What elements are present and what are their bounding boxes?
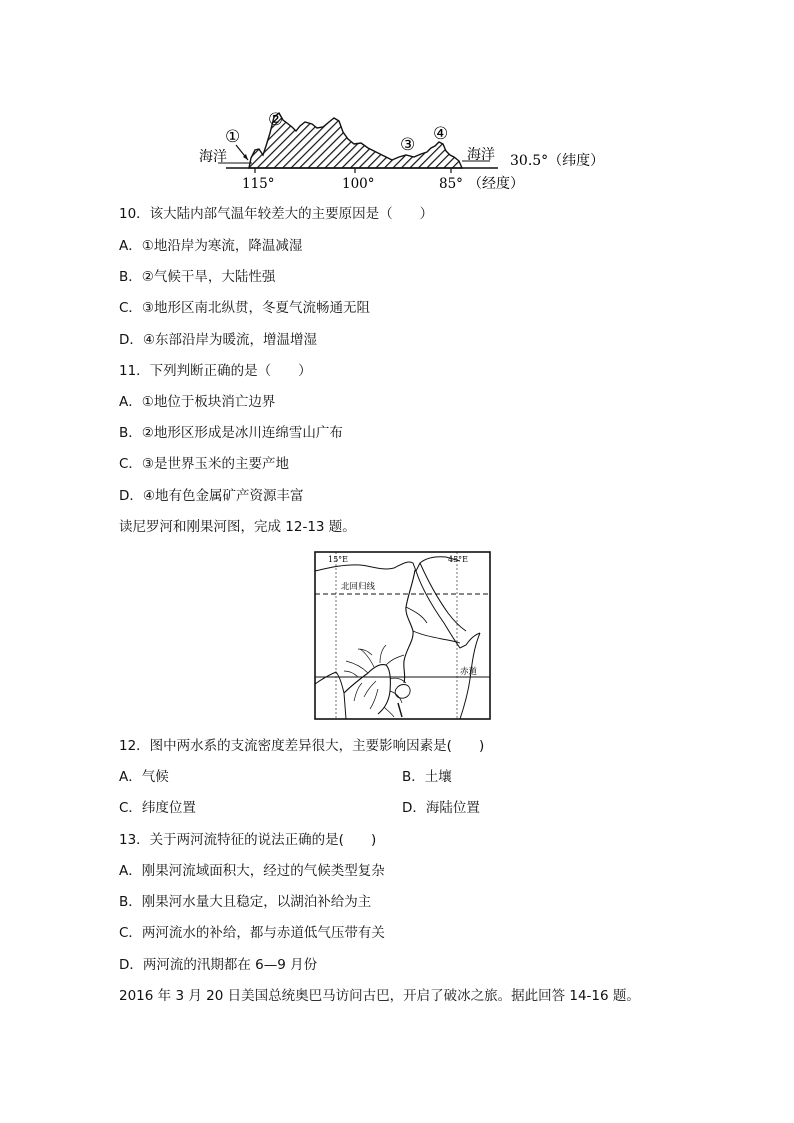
lon-45e-label: 45°E (448, 555, 469, 564)
q13-option-b: B．刚果河水量大且稳定，以湖泊补给为主 (119, 894, 372, 910)
equator-label: 赤道 (460, 667, 478, 677)
latitude-label: 30.5°（纬度） (510, 153, 605, 169)
q12-option-a: A．气候 (119, 769, 169, 785)
q10-stem: 10．该大陆内部气温年较差大的主要原因是（ ） (119, 206, 434, 222)
q12-option-b: B．土壤 (402, 769, 452, 785)
q10-option-d: D．④东部沿岸为暖流，增温增湿 (119, 332, 317, 348)
q13-option-c: C．两河流水的补给，都与赤道低气压带有关 (119, 925, 385, 941)
q13-stem: 13．关于两河流特征的说法正确的是( ) (119, 832, 377, 848)
q12-stem: 12．图中两水系的支流密度差异很大，主要影响因素是( ) (119, 738, 485, 754)
q10-option-b: B．②气候干旱，大陆性强 (119, 269, 276, 285)
lon-115-label: 115° (242, 176, 275, 192)
q11-option-a: A．①地位于板块消亡边界 (119, 394, 276, 410)
tropic-label: 北回归线 (341, 582, 376, 592)
marker-1-label: ① (225, 127, 241, 147)
intro-14-16: 2016 年 3 月 20 日美国总统奥巴马访问古巴，开启了破冰之旅。据此回答 14-16 题。 (119, 988, 640, 1004)
ocean-left-label: 海洋 (199, 149, 227, 165)
q12-option-d: D．海陆位置 (402, 800, 480, 816)
longitude-label: （经度） (468, 176, 524, 192)
ocean-right-label: 海洋 (467, 147, 495, 163)
q11-option-d: D．④地有色金属矿产资源丰富 (119, 488, 304, 504)
q11-stem: 11．下列判断正确的是（ ） (119, 363, 312, 379)
marker-2-label: ② (268, 110, 284, 130)
marker-3-label: ③ (400, 135, 416, 155)
q10-option-c: C．③地形区南北纵贯，冬夏气流畅通无阻 (119, 300, 371, 316)
nile-congo-map (314, 551, 492, 721)
q10-option-a: A．①地沿岸为寒流，降温减湿 (119, 238, 303, 254)
lon-100-label: 100° (342, 176, 375, 192)
q12-option-c: C．纬度位置 (119, 800, 196, 816)
marker-4-label: ④ (433, 124, 449, 144)
intro-12-13: 读尼罗河和刚果河图，完成 12-13 题。 (119, 519, 356, 535)
lon-15e-label: 15°E (328, 555, 349, 564)
terrain-profile-figure (0, 0, 794, 200)
q13-option-a: A．刚果河流域面积大，经过的气候类型复杂 (119, 863, 385, 879)
lon-85-label: 85° (439, 176, 463, 192)
q11-option-c: C．③是世界玉米的主要产地 (119, 456, 290, 472)
q13-option-d: D．两河流的汛期都在 6—9 月份 (119, 957, 318, 973)
q11-option-b: B．②地形区形成是冰川连绵雪山广布 (119, 425, 343, 441)
